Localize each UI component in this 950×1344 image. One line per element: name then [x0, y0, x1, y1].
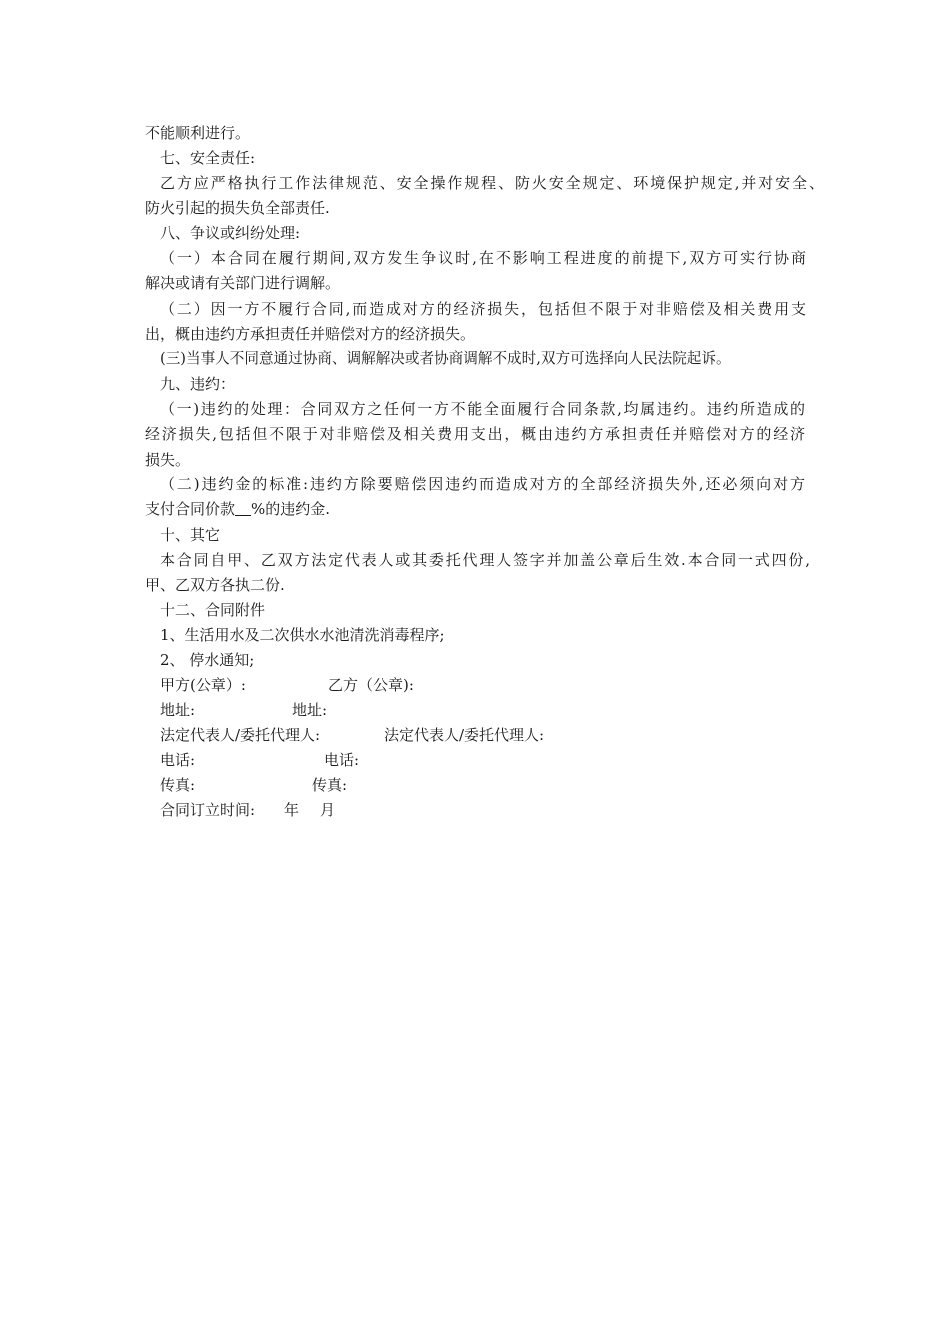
text-line — [145, 500, 330, 518]
section-heading-breach: 九、违约： — [160, 375, 236, 393]
text-segment: 支付合同价款 — [145, 500, 236, 518]
text-line: （一)违约的处理：合同双方之任何一方不能全面履行合同条款,均属违约。违约所造成的 — [160, 400, 805, 418]
text-line: 解决或请有关部门进行调解。 — [145, 274, 341, 292]
party-a-phone-label: 电话: — [160, 751, 196, 769]
text-line: 经济损失,包括但不限于对非赔偿及相关费用支出，概由违约方承担责任并赔偿对方的经济 — [145, 425, 805, 443]
text-line: 乙方应严格执行工作法律规范、安全操作规程、防火安全规定、环境保护规定,并对安全、 — [160, 174, 824, 192]
party-a-seal-label: 甲方(公章）: — [160, 676, 246, 694]
party-b-representative-label: 法定代表人/委托代理人: — [384, 726, 545, 744]
party-b-address-label: 地址: — [292, 701, 328, 719]
text-line: （二）因一方不履行合同,而造成对方的经济损失，包括但不限于对非赔偿及相关费用支 — [160, 300, 806, 318]
party-a-address-label: 地址: — [160, 701, 196, 719]
text-line: 不能顺利进行。 — [145, 124, 251, 142]
contract-date-year: 年 — [284, 801, 300, 819]
text-line: （一）本合同在履行期间,双方发生争议时,在不影响工程进度的前提下,双方可实行协商 — [160, 249, 806, 267]
contract-date-month: 月 — [320, 801, 336, 819]
party-b-phone-label: 电话: — [324, 751, 360, 769]
section-heading-other: 十、其它 — [160, 526, 221, 544]
contract-date-label: 合同订立时间: — [160, 801, 256, 819]
text-segment: %的违约金. — [251, 500, 331, 518]
party-b-fax-label: 传真: — [312, 776, 348, 794]
section-heading-attachments: 十二、合同附件 — [160, 601, 266, 619]
party-a-representative-label: 法定代表人/委托代理人: — [160, 726, 321, 744]
list-item: 1、生活用水及二次供水水池清洗消毒程序; — [160, 626, 445, 644]
text-line: （二)违约金的标准:违约方除要赔偿因违约而造成对方的全部经济损失外,还必须向对方 — [160, 475, 805, 493]
section-heading-safety: 七、安全责任: — [160, 149, 256, 167]
blank-field — [235, 501, 251, 516]
text-line: 损失。 — [145, 451, 191, 469]
text-line: 甲、乙双方各执二份. — [145, 576, 285, 594]
party-a-fax-label: 传真: — [160, 776, 196, 794]
text-line: (三)当事人不同意通过协商、调解解决或者协商调解不成时,双方可选择向人民法院起诉。 — [160, 350, 731, 367]
text-line: 出，概由违约方承担责任并赔偿对方的经济损失。 — [145, 325, 476, 343]
text-line: 防火引起的损失负全部责任. — [145, 199, 330, 217]
list-item: 2、 停水通知; — [160, 651, 255, 669]
text-line: 本合同自甲、乙双方法定代表人或其委托代理人签字并加盖公章后生效.本合同一式四份, — [160, 551, 810, 569]
party-b-seal-label: 乙方（公章): — [328, 676, 414, 694]
section-heading-dispute: 八、争议或纠纷处理: — [160, 224, 301, 242]
